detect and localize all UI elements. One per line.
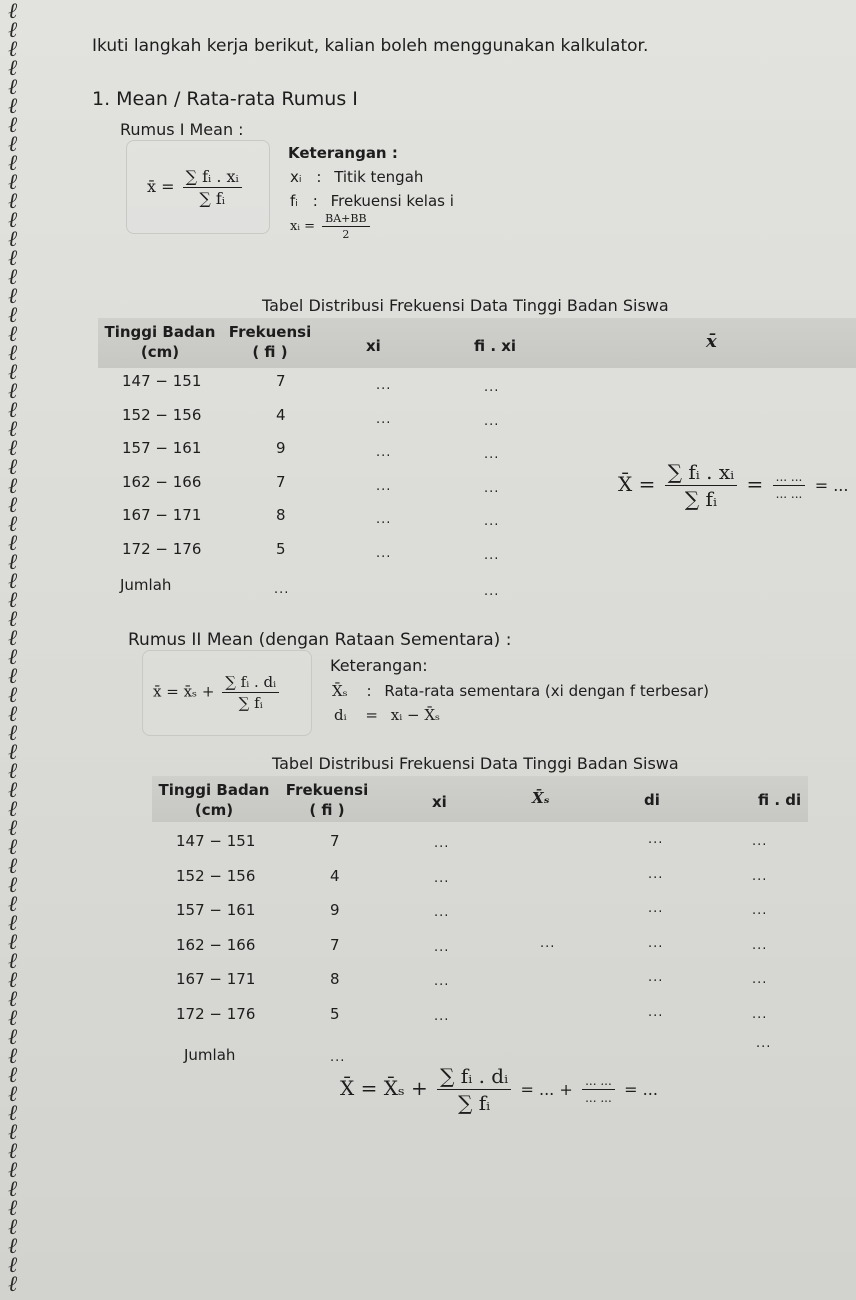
- table1-cell-range: 152 − 156: [122, 406, 202, 424]
- section1-title: 1. Mean / Rata-rata Rumus I: [92, 88, 358, 110]
- spiral-coil: ℓ: [8, 94, 18, 119]
- spiral-coil: ℓ: [8, 227, 18, 252]
- spiral-coil: ℓ: [8, 683, 18, 708]
- spiral-coil: ℓ: [8, 1234, 18, 1259]
- spiral-coil: ℓ: [8, 1139, 18, 1164]
- table2-total-fd: ...: [756, 1036, 772, 1051]
- table2-cell-fd: ...: [752, 903, 768, 918]
- spiral-coil: ℓ: [8, 151, 18, 176]
- table2-cell-fd: ...: [752, 938, 768, 953]
- spiral-coil: ℓ: [8, 949, 18, 974]
- spiral-coil: ℓ: [8, 189, 18, 214]
- spiral-coil: ℓ: [8, 493, 18, 518]
- table1-total-fx: ...: [484, 584, 500, 599]
- section1-subtitle: Rumus I Mean :: [120, 120, 244, 139]
- table2-total-label: Jumlah: [184, 1046, 236, 1064]
- spiral-coil: ℓ: [8, 341, 18, 366]
- spiral-coil: ℓ: [8, 208, 18, 233]
- table2-cell-range: 162 − 166: [176, 936, 256, 954]
- table2-cell-fd: ...: [752, 834, 768, 849]
- spiral-coil: ℓ: [8, 987, 18, 1012]
- spiral-coil: ℓ: [8, 1101, 18, 1126]
- spiral-coil: ℓ: [8, 398, 18, 423]
- spiral-coil: ℓ: [8, 360, 18, 385]
- table1-cell-fx: ...: [484, 548, 500, 563]
- table2-cell-fd: ...: [752, 1007, 768, 1022]
- table1-cell-f: 7: [276, 473, 286, 491]
- spiral-coil: ℓ: [8, 930, 18, 955]
- spiral-coil: ℓ: [8, 246, 18, 271]
- spiral-coil: ℓ: [8, 588, 18, 613]
- spiral-coil: ℓ: [8, 797, 18, 822]
- table1-cell-fx: ...: [484, 514, 500, 529]
- spiral-coil: ℓ: [8, 1006, 18, 1031]
- spiral-coil: ℓ: [8, 474, 18, 499]
- spiral-coil: ℓ: [8, 721, 18, 746]
- section2-title: Rumus II Mean (dengan Rataan Sementara) :: [128, 630, 512, 650]
- spiral-coil: ℓ: [8, 265, 18, 290]
- spiral-coil: ℓ: [8, 854, 18, 879]
- spiral-coil: ℓ: [8, 1215, 18, 1240]
- table2-cell-f: 7: [330, 832, 340, 850]
- instruction-text: Ikuti langkah kerja berikut, kalian boleh menggunakan kalkulator.: [92, 36, 649, 56]
- table1-cell-xi: ...: [376, 479, 392, 494]
- table1-cell-fx: ...: [484, 481, 500, 496]
- spiral-coil: ℓ: [8, 531, 18, 556]
- spiral-coil: ℓ: [8, 892, 18, 917]
- keterangan1-line-fi: fᵢ : Frekuensi kelas i: [290, 192, 454, 210]
- table2-cell-di: ...: [648, 867, 664, 882]
- spiral-coil: ℓ: [8, 873, 18, 898]
- spiral-coil: ℓ: [8, 835, 18, 860]
- spiral-coil: ℓ: [8, 550, 18, 575]
- spiral-coil: ℓ: [8, 569, 18, 594]
- table1-cell-range: 167 − 171: [122, 506, 202, 524]
- table2-cell-di: ...: [648, 832, 664, 847]
- table2-header-freq: Frekuensi ( fi ): [285, 781, 369, 819]
- spiral-coil: ℓ: [8, 512, 18, 537]
- table2-cell-xi: ...: [434, 871, 450, 886]
- table1-cell-fx: ...: [484, 380, 500, 395]
- spiral-coil: ℓ: [8, 170, 18, 195]
- spiral-coil: ℓ: [8, 37, 18, 62]
- table2-cell-fd: ...: [752, 869, 768, 884]
- spiral-coil: ℓ: [8, 0, 18, 24]
- spiral-coil: ℓ: [8, 56, 18, 81]
- table1-header-mean: x̄: [706, 331, 717, 352]
- spiral-coil: ℓ: [8, 911, 18, 936]
- table2-cell-f: 5: [330, 1005, 340, 1023]
- table2-cell-xi: ...: [434, 1009, 450, 1024]
- spiral-coil: ℓ: [8, 455, 18, 480]
- spiral-coil: ℓ: [8, 132, 18, 157]
- table2-total-f: ...: [330, 1050, 346, 1065]
- spiral-coil: ℓ: [8, 303, 18, 328]
- spiral-coil: ℓ: [8, 1158, 18, 1183]
- spiral-coil: ℓ: [8, 968, 18, 993]
- table2-cell-range: 157 − 161: [176, 901, 256, 919]
- spiral-coil: ℓ: [8, 1120, 18, 1145]
- table1-cell-f: 8: [276, 506, 286, 524]
- table1-cell-xi: ...: [376, 378, 392, 393]
- table1-result-formula: X̄ = $\frac{\text{∑ fᵢ . xᵢ}}{\text{∑ fᵢ}}$ = $\frac{... ...}{... ...}$ = ...: [618, 460, 849, 511]
- table2-cell-di: ...: [648, 970, 664, 985]
- table2-cell-xi: ...: [434, 940, 450, 955]
- table2-cell-di: ...: [648, 1005, 664, 1020]
- spiral-coil: ℓ: [8, 1063, 18, 1088]
- spiral-coil: ℓ: [8, 18, 18, 43]
- spiral-coil: ℓ: [8, 1082, 18, 1107]
- spiral-coil: ℓ: [8, 645, 18, 670]
- table1-cell-f: 5: [276, 540, 286, 558]
- spiral-coil: ℓ: [8, 1044, 18, 1069]
- table1-header-fixi: fi . xi: [474, 337, 517, 355]
- spiral-coil: ℓ: [8, 778, 18, 803]
- table1-cell-range: 157 − 161: [122, 439, 202, 457]
- table2-cell-fd: ...: [752, 972, 768, 987]
- keterangan1-line-xi: xᵢ : Titik tengah: [290, 168, 424, 186]
- table1-total-f: ...: [274, 582, 290, 597]
- formula2-box: [142, 650, 312, 736]
- spiral-coil: ℓ: [8, 759, 18, 784]
- table2-cell-range: 172 − 176: [176, 1005, 256, 1023]
- table2-header-xi: xi: [432, 793, 447, 811]
- spiral-coil: ℓ: [8, 1253, 18, 1278]
- table1-cell-xi: ...: [376, 512, 392, 527]
- spiral-coil: ℓ: [8, 322, 18, 347]
- xi-formula: xᵢ = $\frac{BA+BB}{2}$: [290, 212, 373, 241]
- table1-cell-f: 4: [276, 406, 286, 424]
- spiral-coil: ℓ: [8, 626, 18, 651]
- spiral-coil: ℓ: [8, 436, 18, 461]
- table1-cell-f: 7: [276, 372, 286, 390]
- table2-cell-f: 9: [330, 901, 340, 919]
- spiral-coil: ℓ: [8, 1025, 18, 1050]
- table2-cell-di: ...: [648, 901, 664, 916]
- table2-header-fidi: fi . di: [758, 791, 802, 809]
- table1-cell-fx: ...: [484, 447, 500, 462]
- spiral-coil: ℓ: [8, 113, 18, 138]
- table1-cell-range: 162 − 166: [122, 473, 202, 491]
- table1-header-freq: Frekuensi ( fi ): [228, 323, 312, 361]
- spiral-coil: ℓ: [8, 1196, 18, 1221]
- table2-cell-di: ...: [648, 936, 664, 951]
- table1-cell-xi: ...: [376, 412, 392, 427]
- table2-cell-xs: ...: [540, 936, 556, 951]
- formula2: x̄ = x̄ₛ + $\frac{\text{∑ fᵢ . dᵢ}}{\text{∑ fᵢ}}$: [153, 673, 282, 712]
- table2-cell-xi: ...: [434, 836, 450, 851]
- table1-cell-f: 9: [276, 439, 286, 457]
- spiral-coil: ℓ: [8, 607, 18, 632]
- spiral-coil: ℓ: [8, 740, 18, 765]
- keterangan2-line-xs: X̄ₛ : Rata-rata sementara (xi dengan f terbesar): [332, 682, 709, 700]
- table2-cell-f: 8: [330, 970, 340, 988]
- keterangan2-label: Keterangan:: [330, 656, 428, 675]
- table2-title: Tabel Distribusi Frekuensi Data Tinggi Badan Siswa: [272, 754, 679, 773]
- table2-cell-range: 167 − 171: [176, 970, 256, 988]
- table1-cell-xi: ...: [376, 546, 392, 561]
- spiral-coil: ℓ: [8, 75, 18, 100]
- spiral-coil: ℓ: [8, 816, 18, 841]
- table1-header-height: Tinggi Badan (cm): [104, 323, 216, 361]
- table2-cell-f: 7: [330, 936, 340, 954]
- table2-header-di: di: [644, 791, 660, 809]
- spiral-coil: ℓ: [8, 1272, 18, 1297]
- spiral-coil: ℓ: [8, 664, 18, 689]
- spiral-coil: ℓ: [8, 417, 18, 442]
- table2-header-height: Tinggi Badan (cm): [158, 781, 270, 819]
- spiral-binding: [4, 0, 48, 1300]
- table2-result-formula: X̄ = X̄ₛ + $\frac{\text{∑ fᵢ . dᵢ}}{\text{∑ fᵢ}}$ = ... + $\frac{... ...}{... ...}$ = ...: [340, 1064, 658, 1115]
- spiral-coil: ℓ: [8, 284, 18, 309]
- keterangan1-label: Keterangan :: [288, 144, 398, 162]
- table1-total-label: Jumlah: [120, 576, 172, 594]
- table1-header-xi: xi: [366, 337, 381, 355]
- keterangan2-line-di: dᵢ = xᵢ − X̄ₛ: [334, 706, 441, 724]
- table1-cell-fx: ...: [484, 414, 500, 429]
- formula1: x̄ = $\frac{\text{∑ fᵢ . xᵢ}}{\text{∑ fᵢ}}$: [147, 167, 245, 208]
- table2-cell-xi: ...: [434, 974, 450, 989]
- table1-cell-range: 147 − 151: [122, 372, 202, 390]
- table1-cell-xi: ...: [376, 445, 392, 460]
- spiral-coil: ℓ: [8, 379, 18, 404]
- table2-cell-f: 4: [330, 867, 340, 885]
- table1-cell-range: 172 − 176: [122, 540, 202, 558]
- table2-header-xs: X̄ₛ: [532, 789, 550, 807]
- table2-cell-range: 147 − 151: [176, 832, 256, 850]
- table2-cell-range: 152 − 156: [176, 867, 256, 885]
- spiral-coil: ℓ: [8, 702, 18, 727]
- table2-cell-xi: ...: [434, 905, 450, 920]
- formula1-box: [126, 140, 270, 234]
- spiral-coil: ℓ: [8, 1177, 18, 1202]
- table1-title: Tabel Distribusi Frekuensi Data Tinggi Badan Siswa: [262, 296, 669, 315]
